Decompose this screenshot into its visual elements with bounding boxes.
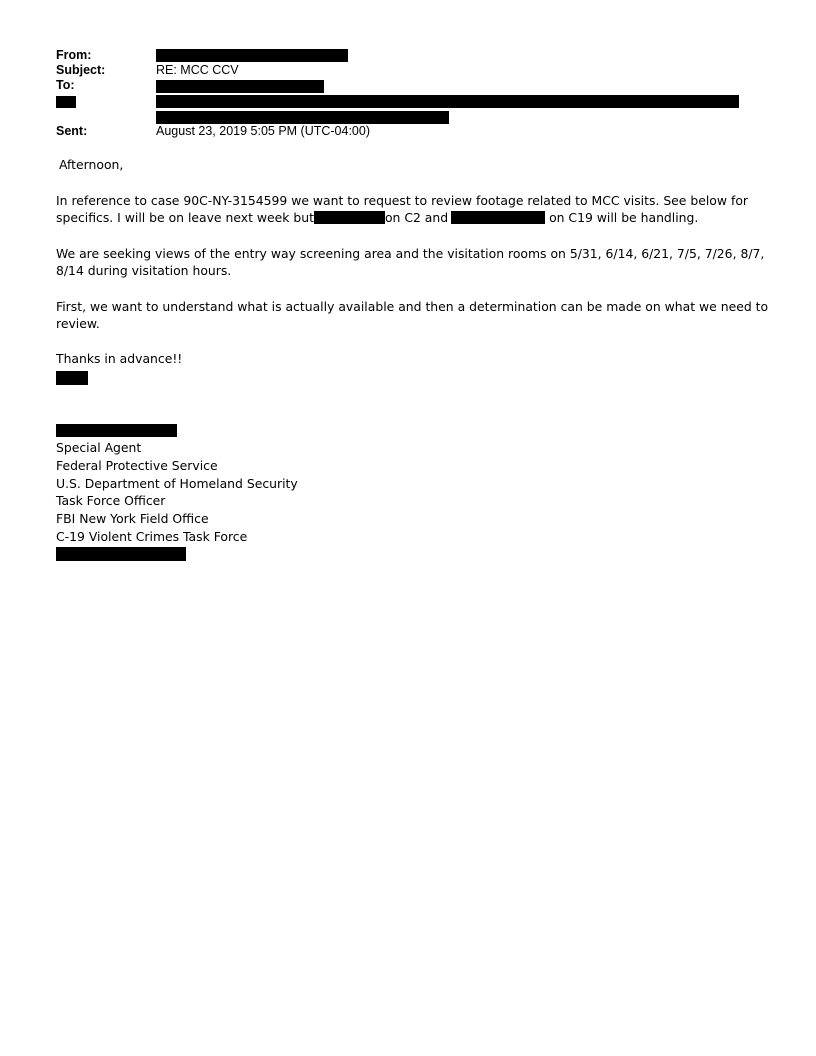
signature-name-redaction (56, 424, 177, 437)
paragraph-1-text-c: on C19 will be handling. (545, 210, 699, 225)
signature-line-department: U.S. Department of Homeland Security (56, 476, 298, 491)
paragraph-3-line-2: review. (56, 316, 100, 331)
closing-thanks: Thanks in advance!! (56, 351, 183, 366)
cc-redaction-line-1 (156, 95, 739, 108)
paragraph-1-text-a: specifics. I will be on leave next week but (56, 210, 314, 225)
signature-line-role: Task Force Officer (56, 493, 166, 508)
name-redaction-2 (451, 211, 545, 224)
cc-label-redaction (56, 96, 76, 108)
paragraph-2-line-2: 8/14 during visitation hours. (56, 263, 232, 278)
sent-label: Sent: (56, 124, 88, 138)
sender-short-name-redaction (56, 371, 88, 385)
signature-line-task-force: C-19 Violent Crimes Task Force (56, 529, 248, 544)
paragraph-3-line-1: First, we want to understand what is actually available and then a determination can be made on what we need to (56, 299, 769, 314)
subject-label: Subject: (56, 63, 106, 77)
from-redaction (156, 49, 348, 62)
paragraph-1-line-1: In reference to case 90C-NY-3154599 we want to request to review footage related to MCC visits. See below for (56, 193, 748, 208)
greeting: Afternoon, (59, 157, 124, 172)
signature-line-office: FBI New York Field Office (56, 511, 209, 526)
paragraph-2-line-1: We are seeking views of the entry way screening area and the visitation rooms on 5/31, 6/14, 6/21, 7/5, 7/26, 8/7, (56, 246, 765, 261)
sent-value: August 23, 2019 5:05 PM (UTC-04:00) (156, 124, 371, 138)
name-redaction-1 (314, 211, 385, 224)
paragraph-1-text-b: on C2 and (384, 210, 449, 225)
signature-contact-redaction (56, 547, 186, 561)
to-label: To: (56, 78, 75, 92)
signature-line-agency: Federal Protective Service (56, 458, 218, 473)
subject-value: RE: MCC CCV (156, 63, 239, 77)
cc-redaction-line-2 (156, 111, 449, 124)
from-label: From: (56, 48, 92, 62)
signature-line-title: Special Agent (56, 440, 142, 455)
paragraph-1-line-2 (56, 209, 698, 227)
to-redaction (156, 80, 324, 93)
